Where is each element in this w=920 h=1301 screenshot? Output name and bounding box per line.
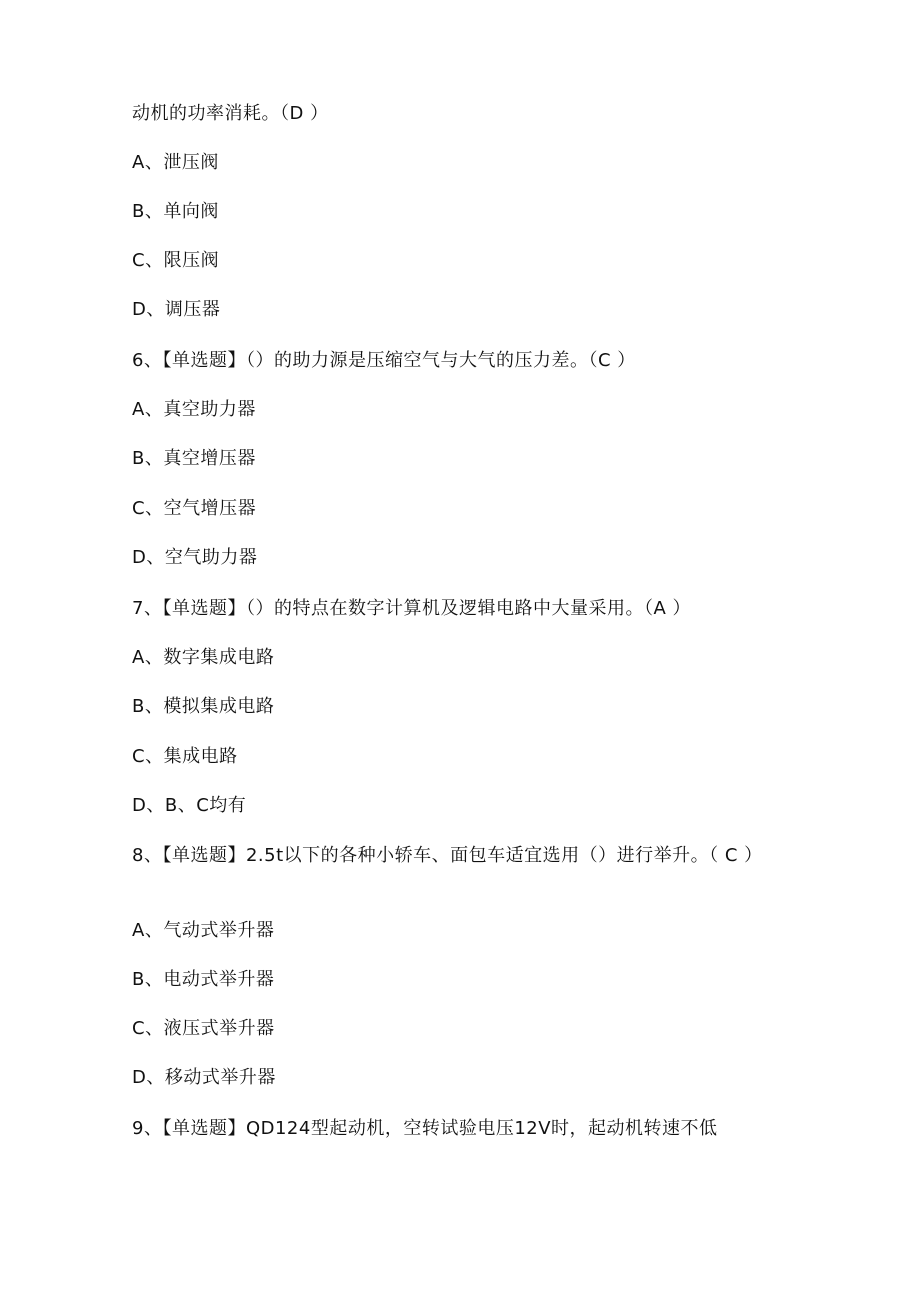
q8-option-b: B、电动式举升器 (132, 969, 275, 990)
q6-option-a: A、真空助力器 (132, 399, 256, 420)
question-6: 6、【单选题】（）的助力源是压缩空气与大气的压力差。（C ） (132, 350, 636, 371)
q7-option-a: A、数字集成电路 (132, 647, 275, 668)
q8-option-d: D、移动式举升器 (132, 1067, 276, 1088)
q6-option-d: D、空气助力器 (132, 547, 258, 568)
q6-option-b: B、真空增压器 (132, 448, 256, 469)
q5-option-d: D、调压器 (132, 299, 221, 320)
q5-option-c: C、限压阀 (132, 250, 220, 271)
q6-option-c: C、空气增压器 (132, 498, 257, 519)
q5-option-a: A、泄压阀 (132, 152, 219, 173)
q7-option-b: B、模拟集成电路 (132, 696, 275, 717)
q8-option-c: C、液压式举升器 (132, 1018, 275, 1039)
question-9: 9、【单选题】QD124型起动机，空转试验电压12V时，起动机转速不低 (132, 1118, 718, 1139)
question-8: 8、【单选题】2.5t以下的各种小轿车、面包车适宜选用（）进行举升。（ C ） (132, 845, 763, 866)
q8-option-a: A、气动式举升器 (132, 920, 275, 941)
question-5-tail: 动机的功率消耗。（D ） (132, 103, 329, 124)
q7-option-d: D、B、C均有 (132, 795, 247, 816)
question-7: 7、【单选题】（）的特点在数字计算机及逻辑电路中大量采用。（A ） (132, 598, 691, 619)
q7-option-c: C、集成电路 (132, 746, 238, 767)
q5-option-b: B、单向阀 (132, 201, 219, 222)
